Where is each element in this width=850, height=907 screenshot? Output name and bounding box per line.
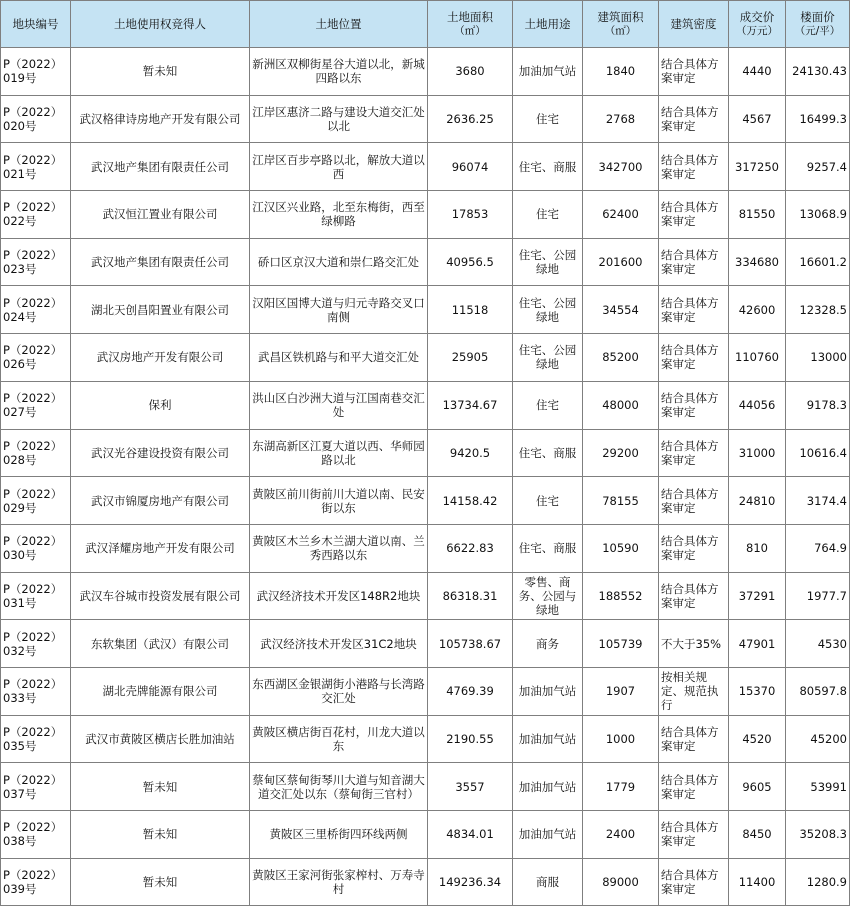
table-body xyxy=(1,48,850,906)
cell-land-area: 25905 xyxy=(428,334,513,382)
header-build-area-label: 建筑面积 xyxy=(597,10,644,24)
cell-code: P（2022）028号 xyxy=(1,429,71,477)
cell-build-area: 10590 xyxy=(583,524,659,572)
table-row xyxy=(1,811,850,859)
cell-density: 结合具体方案审定 xyxy=(659,238,729,286)
cell-land-area: 6622.83 xyxy=(428,524,513,572)
table-row xyxy=(1,143,850,191)
cell-unit-price: 16601.2 xyxy=(786,238,850,286)
cell-build-area: 342700 xyxy=(583,143,659,191)
cell-usage: 加油加气站 xyxy=(513,667,583,715)
cell-code: P（2022）032号 xyxy=(1,620,71,668)
cell-code: P（2022）039号 xyxy=(1,858,71,906)
cell-price: 4567 xyxy=(729,95,786,143)
cell-price: 9605 xyxy=(729,763,786,811)
table-row xyxy=(1,95,850,143)
table-row xyxy=(1,381,850,429)
cell-density: 结合具体方案审定 xyxy=(659,763,729,811)
cell-winner: 武汉恒江置业有限公司 xyxy=(71,191,250,239)
cell-unit-price: 9257.4 xyxy=(786,143,850,191)
cell-build-area: 85200 xyxy=(583,334,659,382)
cell-winner: 武汉房地产开发有限公司 xyxy=(71,334,250,382)
header-build-area xyxy=(583,1,659,48)
cell-build-area: 1907 xyxy=(583,667,659,715)
cell-density: 结合具体方案审定 xyxy=(659,429,729,477)
cell-build-area: 2400 xyxy=(583,811,659,859)
cell-location: 黄陂区三里桥街四环线两侧 xyxy=(250,811,428,859)
cell-land-area: 14158.42 xyxy=(428,477,513,525)
cell-unit-price: 45200 xyxy=(786,715,850,763)
cell-code: P（2022）029号 xyxy=(1,477,71,525)
cell-winner: 保利 xyxy=(71,381,250,429)
cell-density: 结合具体方案审定 xyxy=(659,715,729,763)
header-unit-price-label: 楼面价 xyxy=(800,10,835,24)
cell-usage: 住宅 xyxy=(513,191,583,239)
cell-land-area: 9420.5 xyxy=(428,429,513,477)
table-header xyxy=(1,1,850,48)
cell-build-area: 1840 xyxy=(583,48,659,96)
cell-winner: 武汉地产集团有限责任公司 xyxy=(71,238,250,286)
cell-winner: 湖北天创昌阳置业有限公司 xyxy=(71,286,250,334)
cell-density: 结合具体方案审定 xyxy=(659,524,729,572)
cell-location: 黄陂区前川街前川大道以南、民安街以东 xyxy=(250,477,428,525)
cell-land-area: 149236.34 xyxy=(428,858,513,906)
table-row xyxy=(1,858,850,906)
cell-build-area: 1000 xyxy=(583,715,659,763)
cell-code: P（2022）024号 xyxy=(1,286,71,334)
cell-unit-price: 764.9 xyxy=(786,524,850,572)
cell-location: 新洲区双柳街星谷大道以北，新城四路以东 xyxy=(250,48,428,96)
cell-usage: 商服 xyxy=(513,858,583,906)
header-unit-price xyxy=(786,1,850,48)
cell-price: 81550 xyxy=(729,191,786,239)
cell-unit-price: 4530 xyxy=(786,620,850,668)
cell-code: P（2022）023号 xyxy=(1,238,71,286)
cell-land-area: 4769.39 xyxy=(428,667,513,715)
cell-winner: 武汉格律诗房地产开发有限公司 xyxy=(71,95,250,143)
cell-usage: 商务 xyxy=(513,620,583,668)
header-code: 地块编号 xyxy=(1,1,71,48)
cell-price: 4440 xyxy=(729,48,786,96)
cell-winner: 武汉光谷建设投资有限公司 xyxy=(71,429,250,477)
cell-price: 8450 xyxy=(729,811,786,859)
cell-code: P（2022）038号 xyxy=(1,811,71,859)
cell-location: 江岸区百步亭路以北，解放大道以西 xyxy=(250,143,428,191)
cell-density: 结合具体方案审定 xyxy=(659,334,729,382)
cell-build-area: 105739 xyxy=(583,620,659,668)
cell-land-area: 40956.5 xyxy=(428,238,513,286)
cell-build-area: 29200 xyxy=(583,429,659,477)
cell-usage: 住宅、商服 xyxy=(513,429,583,477)
cell-code: P（2022）021号 xyxy=(1,143,71,191)
table-row xyxy=(1,334,850,382)
cell-unit-price: 3174.4 xyxy=(786,477,850,525)
cell-build-area: 201600 xyxy=(583,238,659,286)
cell-code: P（2022）020号 xyxy=(1,95,71,143)
cell-land-area: 11518 xyxy=(428,286,513,334)
cell-price: 4520 xyxy=(729,715,786,763)
header-density: 建筑密度 xyxy=(659,1,729,48)
cell-location: 东西湖区金银湖街小港路与长湾路交汇处 xyxy=(250,667,428,715)
cell-unit-price: 9178.3 xyxy=(786,381,850,429)
cell-unit-price: 13000 xyxy=(786,334,850,382)
cell-density: 按相关规定、规范执行 xyxy=(659,667,729,715)
cell-land-area: 4834.01 xyxy=(428,811,513,859)
cell-density: 结合具体方案审定 xyxy=(659,858,729,906)
cell-build-area: 1779 xyxy=(583,763,659,811)
cell-winner: 暂未知 xyxy=(71,811,250,859)
header-land-area-unit: （㎡） xyxy=(454,25,486,37)
cell-density: 结合具体方案审定 xyxy=(659,477,729,525)
cell-price: 44056 xyxy=(729,381,786,429)
table-row xyxy=(1,524,850,572)
cell-winner: 暂未知 xyxy=(71,858,250,906)
cell-winner: 武汉泽耀房地产开发有限公司 xyxy=(71,524,250,572)
cell-location: 江汉区兴业路，北至东梅街，西至绿柳路 xyxy=(250,191,428,239)
header-usage: 土地用途 xyxy=(513,1,583,48)
cell-usage: 住宅、商服 xyxy=(513,143,583,191)
header-row xyxy=(1,1,850,48)
cell-unit-price: 16499.3 xyxy=(786,95,850,143)
cell-density: 结合具体方案审定 xyxy=(659,143,729,191)
cell-location: 武汉经济技术开发区31C2地块 xyxy=(250,620,428,668)
cell-location: 蔡甸区蔡甸街琴川大道与知音湖大道交汇处以东（蔡甸街三官村） xyxy=(250,763,428,811)
cell-density: 结合具体方案审定 xyxy=(659,572,729,620)
cell-code: P（2022）033号 xyxy=(1,667,71,715)
header-price xyxy=(729,1,786,48)
cell-land-area: 86318.31 xyxy=(428,572,513,620)
table-row xyxy=(1,715,850,763)
cell-density: 不大于35% xyxy=(659,620,729,668)
cell-usage: 住宅 xyxy=(513,381,583,429)
header-land-area xyxy=(428,1,513,48)
cell-winner: 武汉市黄陂区横店长胜加油站 xyxy=(71,715,250,763)
cell-winner: 暂未知 xyxy=(71,763,250,811)
table-row xyxy=(1,620,850,668)
cell-location: 洪山区白沙洲大道与江国南巷交汇处 xyxy=(250,381,428,429)
cell-price: 31000 xyxy=(729,429,786,477)
header-land-area-label: 土地面积 xyxy=(447,10,493,24)
table-row xyxy=(1,286,850,334)
cell-price: 334680 xyxy=(729,238,786,286)
cell-code: P（2022）030号 xyxy=(1,524,71,572)
table-row xyxy=(1,477,850,525)
cell-code: P（2022）027号 xyxy=(1,381,71,429)
cell-usage: 零售、商务、公园与绿地 xyxy=(513,572,583,620)
cell-location: 汉阳区国博大道与归元寺路交叉口南侧 xyxy=(250,286,428,334)
cell-usage: 住宅 xyxy=(513,477,583,525)
header-build-area-unit: （㎡） xyxy=(604,25,637,37)
cell-price: 110760 xyxy=(729,334,786,382)
cell-usage: 住宅、公园绿地 xyxy=(513,238,583,286)
cell-unit-price: 1977.7 xyxy=(786,572,850,620)
cell-code: P（2022）026号 xyxy=(1,334,71,382)
cell-density: 结合具体方案审定 xyxy=(659,48,729,96)
cell-land-area: 2190.55 xyxy=(428,715,513,763)
cell-price: 24810 xyxy=(729,477,786,525)
cell-usage: 加油加气站 xyxy=(513,811,583,859)
cell-land-area: 3680 xyxy=(428,48,513,96)
cell-build-area: 34554 xyxy=(583,286,659,334)
cell-density: 结合具体方案审定 xyxy=(659,381,729,429)
cell-unit-price: 24130.43 xyxy=(786,48,850,96)
cell-unit-price: 13068.9 xyxy=(786,191,850,239)
cell-price: 42600 xyxy=(729,286,786,334)
cell-build-area: 188552 xyxy=(583,572,659,620)
cell-price: 11400 xyxy=(729,858,786,906)
table-row xyxy=(1,763,850,811)
cell-unit-price: 80597.8 xyxy=(786,667,850,715)
header-unit-price-unit: （元/平） xyxy=(794,25,841,37)
cell-location: 东湖高新区江夏大道以西、华师园路以北 xyxy=(250,429,428,477)
cell-land-area: 96074 xyxy=(428,143,513,191)
cell-location: 武汉经济技术开发区148R2地块 xyxy=(250,572,428,620)
cell-land-area: 17853 xyxy=(428,191,513,239)
cell-code: P（2022）037号 xyxy=(1,763,71,811)
cell-build-area: 78155 xyxy=(583,477,659,525)
cell-unit-price: 10616.4 xyxy=(786,429,850,477)
cell-winner: 武汉市锦厦房地产有限公司 xyxy=(71,477,250,525)
table-row xyxy=(1,48,850,96)
cell-location: 武昌区铁机路与和平大道交汇处 xyxy=(250,334,428,382)
cell-unit-price: 1280.9 xyxy=(786,858,850,906)
cell-price: 810 xyxy=(729,524,786,572)
table-row xyxy=(1,429,850,477)
cell-usage: 住宅、公园绿地 xyxy=(513,334,583,382)
cell-price: 317250 xyxy=(729,143,786,191)
cell-unit-price: 53991 xyxy=(786,763,850,811)
cell-location: 黄陂区木兰乡木兰湖大道以南、兰秀西路以东 xyxy=(250,524,428,572)
cell-location: 硚口区京汉大道和崇仁路交汇处 xyxy=(250,238,428,286)
cell-density: 结合具体方案审定 xyxy=(659,286,729,334)
cell-location: 江岸区惠济二路与建设大道交汇处以北 xyxy=(250,95,428,143)
cell-unit-price: 12328.5 xyxy=(786,286,850,334)
table-row xyxy=(1,191,850,239)
cell-build-area: 2768 xyxy=(583,95,659,143)
cell-winner: 暂未知 xyxy=(71,48,250,96)
cell-build-area: 89000 xyxy=(583,858,659,906)
table-row xyxy=(1,572,850,620)
cell-density: 结合具体方案审定 xyxy=(659,191,729,239)
cell-land-area: 2636.25 xyxy=(428,95,513,143)
cell-land-area: 3557 xyxy=(428,763,513,811)
cell-build-area: 62400 xyxy=(583,191,659,239)
header-price-unit: （万元） xyxy=(736,25,778,37)
header-location: 土地位置 xyxy=(250,1,428,48)
cell-density: 结合具体方案审定 xyxy=(659,95,729,143)
table-row xyxy=(1,238,850,286)
cell-price: 47901 xyxy=(729,620,786,668)
cell-winner: 武汉地产集团有限责任公司 xyxy=(71,143,250,191)
cell-usage: 加油加气站 xyxy=(513,715,583,763)
cell-location: 黄陂区横店街百花村，川龙大道以东 xyxy=(250,715,428,763)
cell-build-area: 48000 xyxy=(583,381,659,429)
cell-price: 37291 xyxy=(729,572,786,620)
cell-winner: 湖北壳牌能源有限公司 xyxy=(71,667,250,715)
cell-code: P（2022）019号 xyxy=(1,48,71,96)
cell-unit-price: 35208.3 xyxy=(786,811,850,859)
cell-code: P（2022）035号 xyxy=(1,715,71,763)
cell-winner: 武汉车谷城市投资发展有限公司 xyxy=(71,572,250,620)
cell-winner: 东软集团（武汉）有限公司 xyxy=(71,620,250,668)
cell-price: 15370 xyxy=(729,667,786,715)
header-winner: 土地使用权竞得人 xyxy=(71,1,250,48)
cell-usage: 加油加气站 xyxy=(513,48,583,96)
cell-code: P（2022）022号 xyxy=(1,191,71,239)
cell-land-area: 13734.67 xyxy=(428,381,513,429)
table-row xyxy=(1,667,850,715)
cell-location: 黄陂区王家河街张家榨村、万寿寺村 xyxy=(250,858,428,906)
cell-land-area: 105738.67 xyxy=(428,620,513,668)
cell-code: P（2022）031号 xyxy=(1,572,71,620)
cell-usage: 住宅、商服 xyxy=(513,524,583,572)
cell-usage: 住宅、公园绿地 xyxy=(513,286,583,334)
cell-density: 结合具体方案审定 xyxy=(659,811,729,859)
header-price-label: 成交价 xyxy=(739,10,775,24)
cell-usage: 加油加气站 xyxy=(513,763,583,811)
cell-usage: 住宅 xyxy=(513,95,583,143)
